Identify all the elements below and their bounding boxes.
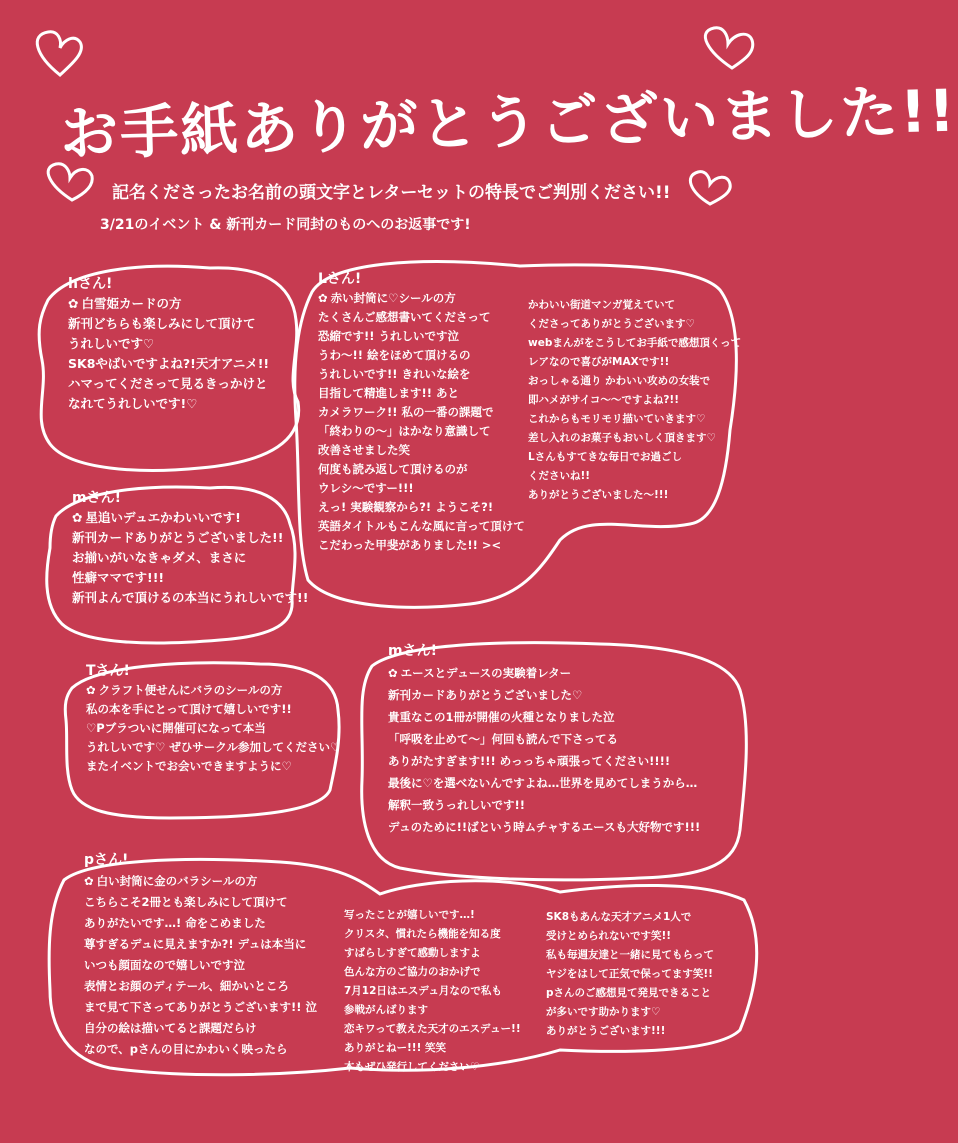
subtitle: 記名くださったお名前の頭文字とレターセットの特長でご判別ください!! bbox=[112, 183, 671, 203]
letter-line: くださってありがとうございます♡ bbox=[528, 318, 695, 330]
letter-line: 目指して精進します!! あと bbox=[318, 386, 459, 400]
letter-m1 bbox=[72, 488, 308, 608]
letter-line: 「呼吸を止めて〜」何回も読んで下さってる bbox=[388, 732, 618, 746]
letter-line: 性癖ママです!!! bbox=[72, 570, 165, 585]
letter-line: 新刊カードありがとうございました♡ bbox=[388, 688, 583, 702]
letter-line: うれしいです!! きれいな絵を bbox=[318, 367, 471, 381]
note: 3/21のイベント & 新刊カード同封のものへのお返事です! bbox=[100, 217, 471, 233]
letter-line: 最後に♡を選べないんですよね…世界を見めてしまうから… bbox=[388, 776, 698, 790]
letter-line: 即ハメがサイコ〜〜ですよね?!! bbox=[528, 394, 680, 406]
letter-line: ウレシ〜ですー!!! bbox=[318, 481, 414, 495]
letter-line: 英語タイトルもこんな風に言って頂けて bbox=[318, 519, 525, 533]
letter-line: ありがたいです…! 命をこめました bbox=[84, 916, 266, 930]
letter-line: 新刊どちらも楽しみにして頂けて bbox=[68, 316, 256, 331]
letter-line: が多いです助かります♡ bbox=[546, 1006, 661, 1018]
letter-line: デュのために!!ばという時ムチャするエースも大好物です!!! bbox=[388, 820, 701, 834]
letter-line: 恐縮です!! うれしいです泣 bbox=[318, 329, 459, 343]
letter-line: これからもモリモリ描いていきます♡ bbox=[528, 413, 706, 425]
letter-line: 表情とお顔のディテール、細かいところ bbox=[84, 979, 289, 993]
letter-line: SK8もあんな天才アニメ1人で bbox=[546, 911, 692, 923]
letter-line: Lさんもすてきな毎日でお過ごし bbox=[528, 451, 683, 463]
letter-line: またイベントでお会いできますように♡ bbox=[86, 759, 292, 773]
letter-sender: Lさん! bbox=[318, 271, 362, 287]
letter-line: まで見て下さってありがとうございます!! 泣 bbox=[84, 1000, 317, 1014]
letter-line: ハマってくださって見るきっかけと bbox=[68, 376, 268, 391]
letter-l bbox=[318, 270, 525, 555]
letter-line: おっしゃる通り かわいい攻めの女装で bbox=[528, 375, 711, 387]
letter-line: カメラワーク!! 私の一番の課題で bbox=[318, 405, 494, 419]
letter-line: 尊すぎるデュに見えますか?! デュは本当に bbox=[84, 937, 307, 951]
letter-line: 恋キワって教えた天才のエスデュー!! bbox=[344, 1023, 521, 1035]
letter-p-continued-middle bbox=[344, 906, 521, 1077]
page-title: お手紙ありがとうございました!! bbox=[59, 76, 958, 169]
letter-line: 何度も読み返して頂けるのが bbox=[318, 462, 468, 476]
letter-p bbox=[84, 850, 317, 1060]
letter-h bbox=[68, 274, 269, 414]
letter-topic: エースとデュースの実験着レター bbox=[400, 666, 572, 680]
letter-line: ありがとうございます!!! bbox=[546, 1025, 666, 1037]
letter-t bbox=[86, 662, 340, 776]
letter-line: webまんがをこうしてお手紙で感想頂くって bbox=[528, 337, 742, 349]
heart-icon bbox=[690, 172, 730, 204]
letter-line: なれてうれしいです!♡ bbox=[68, 396, 198, 411]
letter-line: 新刊カードありがとうございました!! bbox=[72, 530, 284, 545]
letter-sender: hさん! bbox=[68, 276, 113, 292]
heart-icon bbox=[705, 28, 752, 68]
letter-line: お揃いがいなきゃダメ、まさに bbox=[72, 550, 247, 565]
letter-line: かわいい街道マンガ覚えていて bbox=[528, 299, 675, 311]
letter-line: ありがたすぎます!!! めっっちゃ頑張ってください!!!! bbox=[388, 754, 671, 768]
letter-sender: mさん! bbox=[388, 643, 437, 659]
letter-topic: 赤い封筒に♡シールの方 bbox=[330, 291, 456, 305]
letter-line: うわ〜!! 絵をほめて頂けるの bbox=[318, 348, 471, 362]
letter-line: ありがとねー!!! 笑笑 bbox=[344, 1042, 447, 1054]
flower-icon: ✿ bbox=[86, 683, 96, 697]
letter-line: うれしいです♡ bbox=[68, 336, 155, 351]
letter-m2 bbox=[388, 640, 700, 838]
letter-line: 新刊よんで頂けるの本当にうれしいです!! bbox=[72, 590, 309, 605]
letter-line: pさんのご感想見て発見できること bbox=[546, 987, 712, 999]
letter-line: 貴重なこの1冊が開催の火種となりました泣 bbox=[388, 710, 615, 724]
letter-line: ヤジをはして正気で保ってます笑!! bbox=[546, 968, 713, 980]
letter-line: 私の本を手にとって頂けて嬉しいです!! bbox=[86, 702, 292, 716]
letter-line: ♡Pブラついに開催可になって本当 bbox=[86, 721, 266, 735]
letter-line: えっ! 実験観察から?! ようこそ?! bbox=[318, 500, 494, 514]
letter-line: 本もぜひ発行してください♡ bbox=[344, 1061, 480, 1073]
letter-line: 私も毎週友達と一緒に見てもらって bbox=[546, 949, 714, 961]
letter-line: 解釈一致うっれしいです!! bbox=[388, 798, 525, 812]
letter-line: うれしいです♡ ぜひサークル参加してください♡ bbox=[86, 740, 341, 754]
letter-line: なので、pさんの目にかわいく映ったら bbox=[84, 1042, 288, 1056]
letter-line: クリスタ、慣れたら機能を知る度 bbox=[344, 928, 501, 940]
flower-icon: ✿ bbox=[318, 291, 328, 305]
letter-topic: 星追いデュエかわいいです! bbox=[85, 510, 241, 525]
letter-line: くださいね!! bbox=[528, 470, 591, 482]
letter-line: こちらこそ2冊とも楽しみにして頂けて bbox=[84, 895, 288, 909]
letter-line: 色んな方のご協力のおかげで bbox=[344, 966, 481, 978]
letter-line: SK8やばいですよね?!天才アニメ!! bbox=[68, 356, 270, 371]
letter-line: すばらしすぎて感動しますよ bbox=[344, 947, 481, 959]
letter-sender: pさん! bbox=[84, 852, 129, 868]
letter-line: 7月12日はエスデュ月なので私も bbox=[344, 985, 502, 997]
letter-l-continued bbox=[528, 296, 741, 505]
letter-line: 写ったことが嬉しいです…! bbox=[344, 909, 475, 921]
letter-line: レアなので喜びがMAXです!! bbox=[528, 356, 670, 368]
letter-sender: mさん! bbox=[72, 490, 121, 506]
letter-line: こだわった甲斐がありました!! >< bbox=[318, 538, 502, 552]
letter-topic: クラフト便せんにバラのシールの方 bbox=[98, 683, 283, 697]
letter-sender: Tさん! bbox=[86, 663, 130, 679]
letter-line: 参戦がんばります bbox=[344, 1004, 428, 1016]
letter-line: 「終わりの〜」はかなり意識して bbox=[318, 424, 491, 438]
flower-icon: ✿ bbox=[388, 666, 398, 680]
heart-icon bbox=[37, 32, 81, 75]
letter-line: たくさんご感想書いてくださって bbox=[318, 310, 491, 324]
flower-icon: ✿ bbox=[68, 296, 79, 311]
flower-icon: ✿ bbox=[84, 874, 94, 888]
letter-line: いつも顔面なので嬉しいです泣 bbox=[84, 958, 245, 972]
letter-p-continued-right bbox=[546, 908, 714, 1041]
letter-topic: 白雪姫カードの方 bbox=[81, 296, 182, 311]
letter-topic: 白い封筒に金のバラシールの方 bbox=[96, 874, 258, 888]
flower-icon: ✿ bbox=[72, 510, 83, 525]
letter-line: 自分の絵は描いてると課題だらけ bbox=[84, 1021, 257, 1035]
letter-line: 受けとめられないです笑!! bbox=[546, 930, 672, 942]
letter-line: 差し入れのお菓子もおいしく頂きます♡ bbox=[528, 432, 716, 444]
letter-line: ありがとうございました〜!!! bbox=[528, 489, 669, 501]
letter-line: 改善させました笑 bbox=[318, 443, 410, 457]
